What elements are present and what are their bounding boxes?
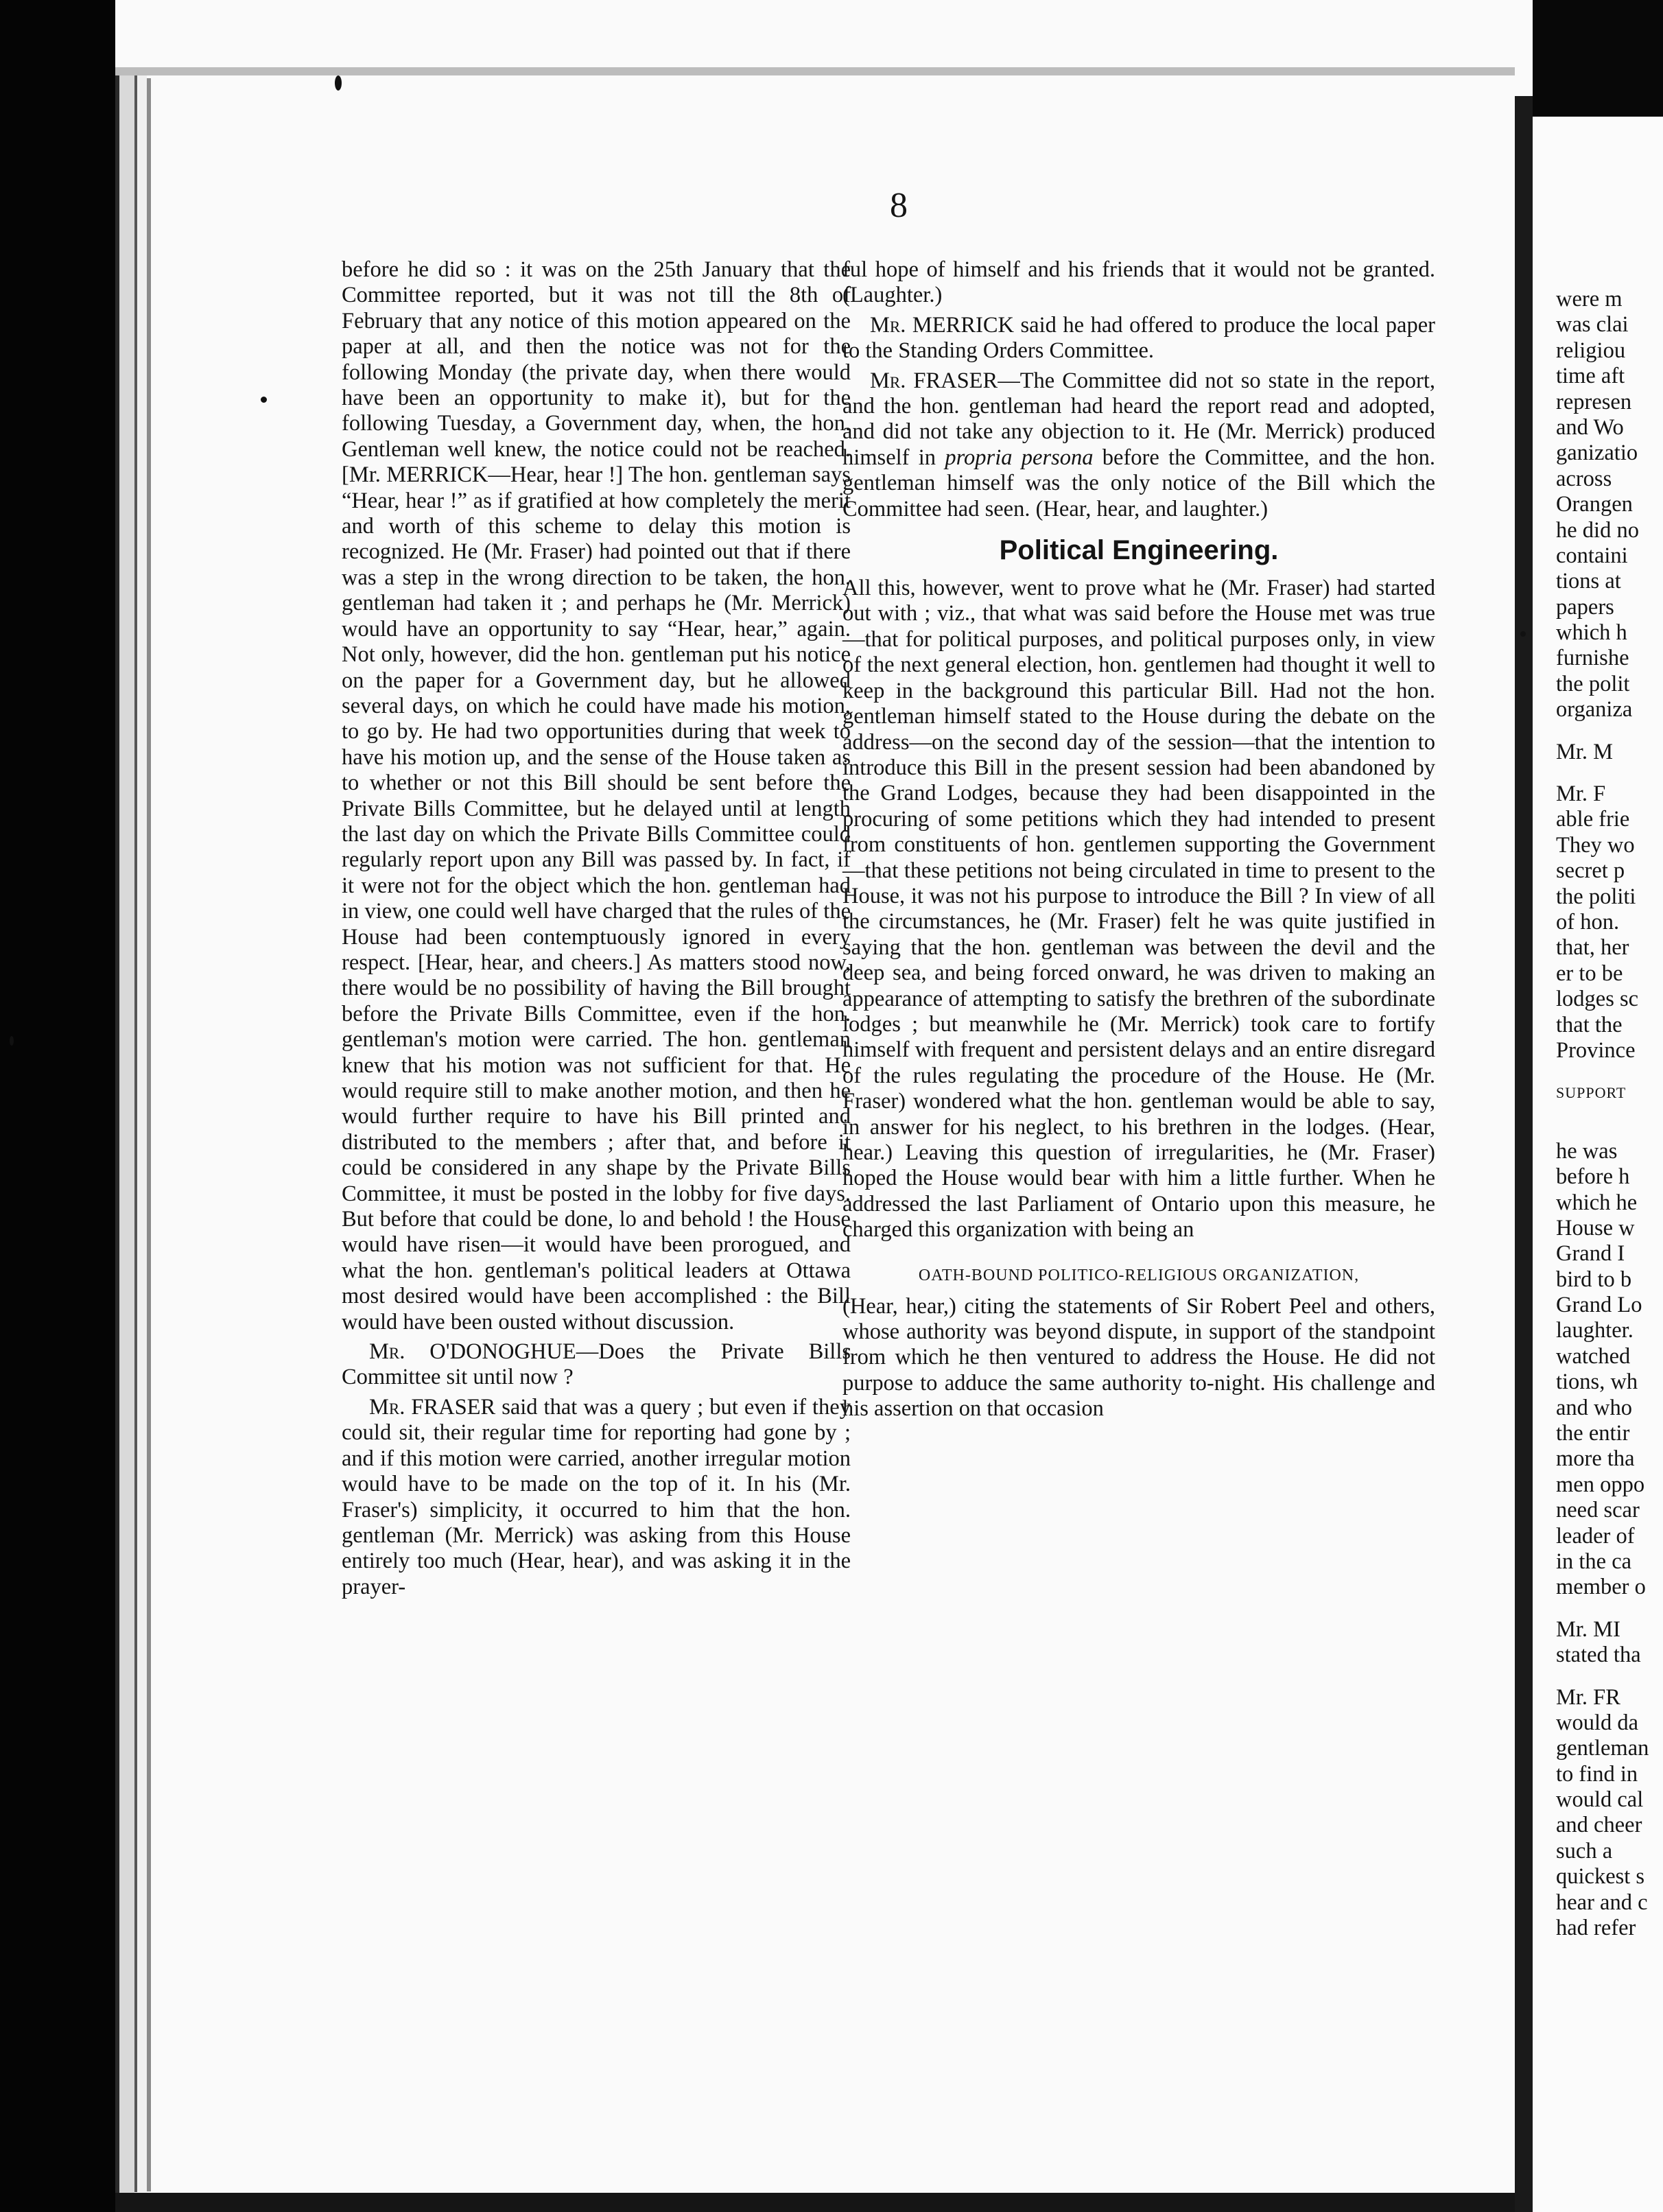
fragment-line: men oppo (1556, 1472, 1645, 1497)
paragraph (842, 313, 1435, 364)
speaker-name: Mr. O'DONOGHUE (369, 1339, 576, 1365)
text-column-left (342, 257, 851, 1604)
fragment-block (1556, 1139, 1663, 1601)
paragraph: (Hear, hear,) citing the statements of Sir Robert Peel and others, whose authority was beyond dispute, in support of the standpoint from which he then ventured to address the House. He did not purpose to adduce the same authority to-night. His challenge and his assertion on that occasion (842, 1293, 1435, 1422)
fragment-line: and cheer (1556, 1813, 1642, 1838)
fragment-line: that the (1556, 1012, 1623, 1037)
fragment-line: lodges sc (1556, 987, 1639, 1012)
fragment-line: need scar (1556, 1498, 1640, 1523)
fragment-line: Mr. F (1556, 781, 1606, 807)
paragraph (342, 1395, 851, 1600)
fragment-line: bird to b (1556, 1267, 1632, 1292)
fragment-line: They wo (1556, 832, 1635, 858)
fragment-line: before h (1556, 1164, 1630, 1190)
page-edge-strip (134, 75, 147, 2192)
fragment-line: hear and c (1556, 1890, 1648, 1915)
fragment-line: Mr. FR (1556, 1684, 1620, 1710)
scan-left-border (0, 0, 115, 2212)
fragment-line: ganizatio (1556, 440, 1638, 466)
speaker-name: Mr. FRASER (369, 1394, 496, 1420)
fragment-line: of hon. (1556, 909, 1620, 934)
fragment-line: and who (1556, 1395, 1633, 1420)
fragment-line: across (1556, 466, 1612, 491)
fragment-line: would cal (1556, 1787, 1644, 1813)
fragment-line: the polit (1556, 671, 1630, 696)
section-heading: Political Engineering. (999, 535, 1279, 566)
fragment-line: stated tha (1556, 1643, 1641, 1668)
fragment-line: leader of (1556, 1523, 1635, 1549)
subheading: OATH-BOUND POLITICO-RELIGIOUS ORGANIZATION, (918, 1266, 1360, 1284)
fragment-line: Province (1556, 1037, 1636, 1063)
speech-text: said that was a query ; but even if they could sit, their regular time for reporting had gone by ; and if this motion were carried, another irregular motion would have to be made on the top of it. In his (Mr. Fraser's) simplicity, it occurred to him that the hon. gentleman (Mr. Merrick) was asking from this House entirely too much (Hear, hear), and was asking it in the prayer- (342, 1394, 851, 1599)
fragment-line: Grand Lo (1556, 1293, 1642, 1318)
text-column-right-fragment (1556, 287, 1663, 1941)
page-top-edge (115, 67, 1515, 75)
fragment-line: laughter. (1556, 1318, 1633, 1343)
fragment-line: would da (1556, 1710, 1639, 1735)
ink-speck (335, 75, 342, 91)
fragment-subheading: SUPPORT (1556, 1084, 1627, 1102)
speech-text: —The Committee did not so state in the report, and the hon. gentleman had heard the report read and adopted, and did not take any objection to it. He (Mr. Merrick) produced himself in (842, 368, 1435, 470)
fragment-line: quickest s (1556, 1864, 1645, 1890)
speaker-name: Mr. FRASER (870, 368, 998, 393)
latin-phrase: propria persona (945, 445, 1094, 470)
fragment-block (1556, 781, 1663, 1063)
fragment-line: in the ca (1556, 1549, 1632, 1574)
fragment-line: secret p (1556, 858, 1625, 884)
fragment-line: that, her (1556, 935, 1629, 961)
fragment-line: he did no (1556, 517, 1639, 543)
ink-speck (1520, 631, 1526, 637)
fragment-line: Grand I (1556, 1241, 1625, 1267)
fragment-line: represen (1556, 389, 1632, 414)
speech-text: —Does the Private Bills Committee sit until now ? (342, 1339, 851, 1390)
fragment-line: House w (1556, 1215, 1635, 1240)
fragment-line: watched (1556, 1343, 1631, 1369)
fragment-line: more tha (1556, 1446, 1635, 1472)
fragment-line: tions, wh (1556, 1369, 1638, 1395)
fragment-line: he was (1556, 1138, 1618, 1164)
fragment-line: the politi (1556, 884, 1636, 909)
fragment-line: Mr. MI (1556, 1616, 1620, 1642)
ink-speck (10, 1036, 14, 1046)
fragment-line: containi (1556, 543, 1628, 568)
page-edge-strip (147, 78, 151, 2191)
speech-text: before the Committee, and the hon. gentleman himself was the only notice of the Bill which the Committee had seen. (Hear, hear, and laughter.) (842, 445, 1436, 521)
fragment-block (1556, 287, 1663, 723)
fragment-line: religiou (1556, 338, 1626, 363)
fragment-line: tions at (1556, 569, 1621, 594)
ink-speck (261, 397, 267, 403)
paragraph: All this, however, went to prove what he (Mr. Fraser) had started out with ; viz., that what was said before the House met was true—that for political purposes, and political purposes only, in view of the next general election, hon. gentlemen had thought it well to keep in the background this particular Bill. Had not the hon. gentleman himself stated to the House during the debate on the address—on the second day of the session—that the intention to introduce this Bill in the present session had been abandoned by the Grand Lodges, because they had been disappointed in the procuring of some petitions which they had intended to present from constituents of hon. gentlemen supporting the Government—that these petitions not being circulated in time to present to the House, it was not his purpose to introduce the Bill ? In view of all the circumstances, he (Mr. Fraser) felt he was quite justified in saying that the hon. gentleman was between the devil and the deep sea, and being forced onward, he was driven to making an appearance of attempting to satisfy the brethren of the subordinate lodges ; but meanwhile he (Mr. Merrick) took care to fortify himself with frequent and persistent delays and an entire disregard of the rules regulating the procedure of the House. He (Mr. Fraser) wondered what the hon. gentleman would be able to say, in answer for his neglect, to his brethren in the lodges. (Hear, hear.) Leaving this question of irregularities, he (Mr. Fraser) hoped the House would bear with him a little further. When he addressed the last Parliament of Ontario upon this measure, he charged this organization with being an (842, 576, 1435, 1243)
fragment-line: which h (1556, 620, 1627, 646)
fragment-line: member o (1556, 1575, 1646, 1600)
fragment-line: time aft (1556, 364, 1625, 389)
fragment-line: furnishe (1556, 646, 1629, 671)
fragment-line: er to be (1556, 961, 1623, 986)
paragraph (842, 368, 1435, 522)
page-number: 8 (890, 186, 908, 225)
fragment-line: to find in (1556, 1761, 1638, 1787)
book-gutter (1515, 96, 1533, 2212)
fragment-line: and Wo (1556, 414, 1624, 440)
fragment-line: Orangen (1556, 492, 1633, 517)
fragment-line: organiza (1556, 697, 1633, 722)
speech-text: said he had offered to produce the local paper to the Standing Orders Committee. (842, 312, 1435, 364)
fragment-line: were m (1556, 287, 1623, 311)
fragment-line: had refer (1556, 1916, 1636, 1941)
fragment-block (1556, 1685, 1663, 1942)
paragraph: ful hope of himself and his friends that it would not be granted. (Laughter.) (842, 257, 1435, 308)
fragment-line: the entir (1556, 1421, 1630, 1446)
paragraph (342, 1339, 851, 1391)
fragment-line: Mr. M (1556, 739, 1614, 764)
fragment-line: gentleman (1556, 1736, 1649, 1761)
fragment-line: able frie (1556, 807, 1630, 832)
fragment-line: papers (1556, 594, 1614, 620)
paragraph: before he did so : it was on the 25th January that the Committee reported, but it was not till the 8th of February that any notice of this motion appeared on the paper at all, and then the notice was not for the following Monday (the private day, when there would have been an opportunity to make it), but for the following Tuesday, a Government day, when, the hon. Gentleman well knew, the notice could not be reached. [Mr. MERRICK—Hear, hear !] The hon. gentleman says “Hear, hear !” as if gratified at how completely the merit and worth of this scheme to delay this motion is recognized. He (Mr. Fraser) had pointed out that if there was a step in the wrong direction to be taken, the hon. gentleman had taken it ; and perhaps he (Mr. Merrick) would have an opportunity to say “Hear, hear,” again. Not only, however, did the hon. gentleman put his notice on the paper for a Government day, but he allowed several days, on which he could have made his motion, to go by. He had two opportunities during that week to have his motion up, and the sense of the House taken as to whether or not this Bill should be sent before the Private Bills Committee, but he delayed until at length the last day on which the Private Bills Committee could regularly report upon any Bill was passed by. In fact, if it were not for the object which the hon. gentleman had in view, one could well have charged that the rules of the House had been contemptuously ignored in every respect. [Hear, hear, and cheers.] As matters stood now, there would be no possibility of having the Bill brought before the Private Bills Committee, even if the hon. gentleman's motion were carried. The hon. gentleman knew that his motion was not sufficient for that. He would require still to make another motion, and then he would further require to have his Bill printed and distributed to the members ; after that, and before it could be considered in any shape by the Private Bills Committee, it must be posted in the lobby for five days. But before that could be done, lo and behold ! the House would have risen—it would have been prorogued, and what the hon. gentleman's political leaders at Ottawa most desired would have been accomplished : the Bill would have been ousted without discussion. (342, 257, 851, 1334)
fragment-line: such a (1556, 1838, 1613, 1863)
text-column-middle (842, 257, 1435, 1426)
speaker-name: Mr. MERRICK (870, 312, 1014, 338)
fragment-line: which he (1556, 1190, 1638, 1215)
scan-bottom-border (115, 2193, 1515, 2212)
scan-right-corner (1533, 0, 1663, 117)
page-edge-strip (115, 73, 134, 2193)
fragment-line: was clai (1556, 312, 1629, 338)
